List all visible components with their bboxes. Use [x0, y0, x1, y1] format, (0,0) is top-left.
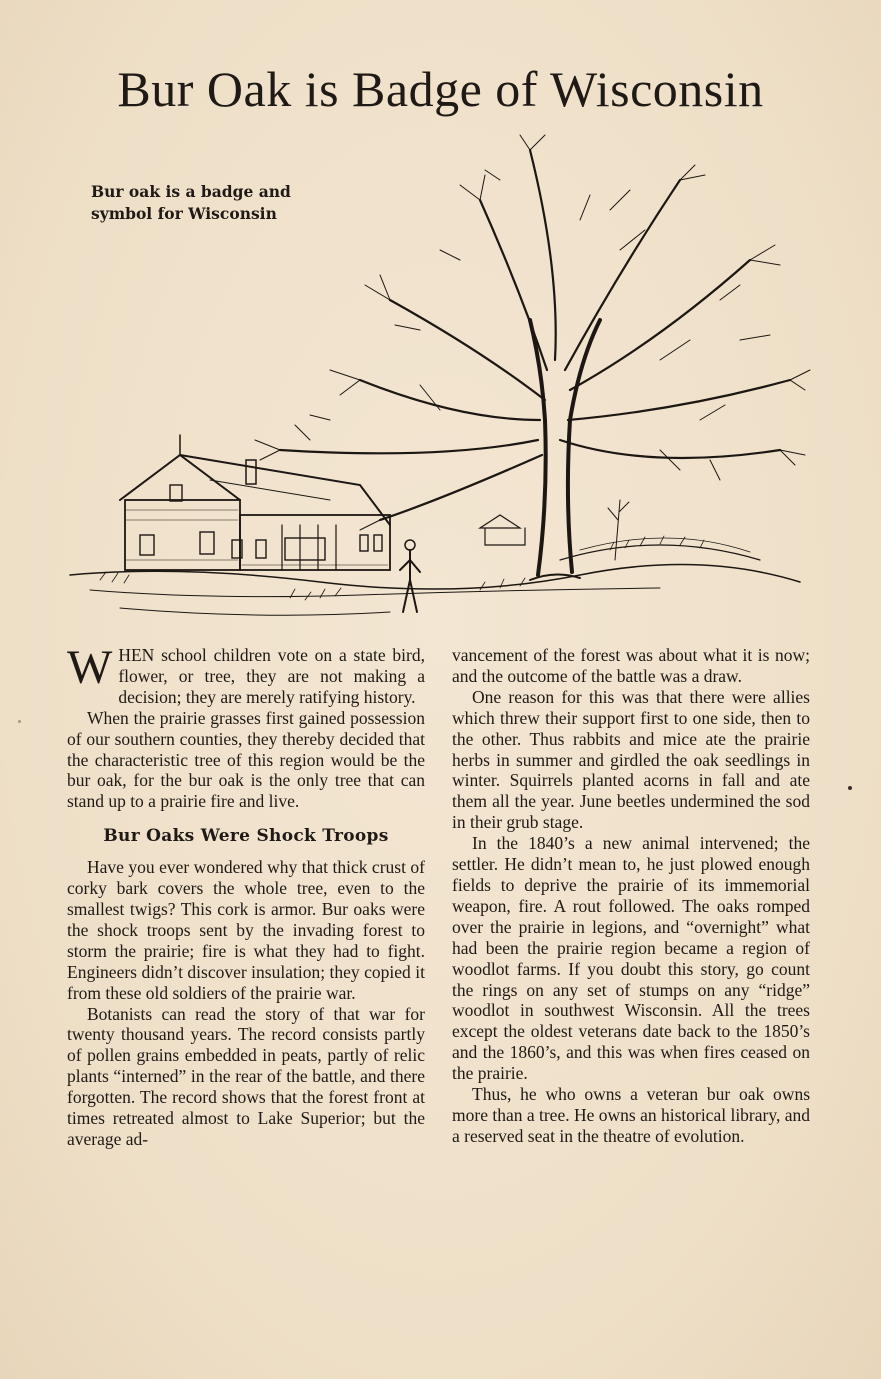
article-paragraph-5: vancement of the forest was about what it is now; and the outcome of the battle was a draw. — [452, 645, 810, 686]
article-column-right — [452, 645, 810, 1147]
article-paragraph-8: Thus, he who owns a veteran bur oak owns more than a tree. He owns an historical library, and a reserved seat in the theatre of evolution. — [452, 1084, 810, 1146]
bur-oak-farmhouse-drawing-icon — [60, 120, 820, 635]
article-column-left — [67, 641, 425, 1150]
article-paragraph-7: In the 1840’s a new animal intervened; the settler. He didn’t mean to, he just plowed enough fields to deprive the prairie of its immemorial weapon, fire. A rout followed. The oaks romped over the prairie in legions, and “overnight” what had been the prairie region became a region of woodlot farms. If you doubt this story, go count the rings on any set of stumps on any “ridge” woodlot in southwest Wisconsin. All the trees except the oldest veterans date back to the 1850’s and the 1860’s, and this was when fires ceased on the prairie. — [452, 833, 810, 1084]
article-paragraph-3: Have you ever wondered why that thick crust of corky bark covers the whole tree, even to the smallest twigs? This cork is armor. Bur oaks were the shock troops sent by the invading forest to storm the prairie; fire is what they had to fight. Engineers didn’t discover insulation; they copied it from these old soldiers of the prairie war. — [67, 857, 425, 1003]
paper-speck — [18, 720, 21, 723]
article-paragraph-2: When the prairie grasses first gained possession of our southern counties, they thereby decided that the characteristic tree of this region would be the bur oak, for the bur oak is the only tree that can stand up to a prairie fire and live. — [67, 707, 425, 812]
paper-speck — [848, 786, 852, 790]
article-paragraph-1 — [67, 641, 425, 708]
caption-line-2: symbol for Wisconsin — [91, 204, 277, 223]
page-title: Bur Oak is Badge of Wisconsin — [117, 61, 764, 117]
article-paragraph-4: Botanists can read the story of that war for twenty thousand years. The record consists partly of pollen grains embedded in peats, partly of relic plants “interned” in the rear of the battle, and there forgotten. The record shows that the forest front at times retreated almost to Lake Superior; but the average ad- — [67, 1003, 425, 1149]
caption-line-1: Bur oak is a badge and — [91, 182, 291, 201]
paragraph-1-text: HEN school children vote on a state bird, flower, or tree, they are not making a decision; they are merely ratifying history. — [118, 645, 425, 707]
drop-cap: W — [67, 641, 113, 694]
section-subheading: Bur Oaks Were Shock Troops — [103, 826, 389, 847]
article-paragraph-6: One reason for this was that there were allies which threw their support first to one side, then to the other. Thus rabbits and mice ate the prairie herbs in summer and girdled the oak seedlings in winter. Squirrels planted acorns in fall and ate them all the year. June beetles undermined the sod in their grub stage. — [452, 686, 810, 833]
